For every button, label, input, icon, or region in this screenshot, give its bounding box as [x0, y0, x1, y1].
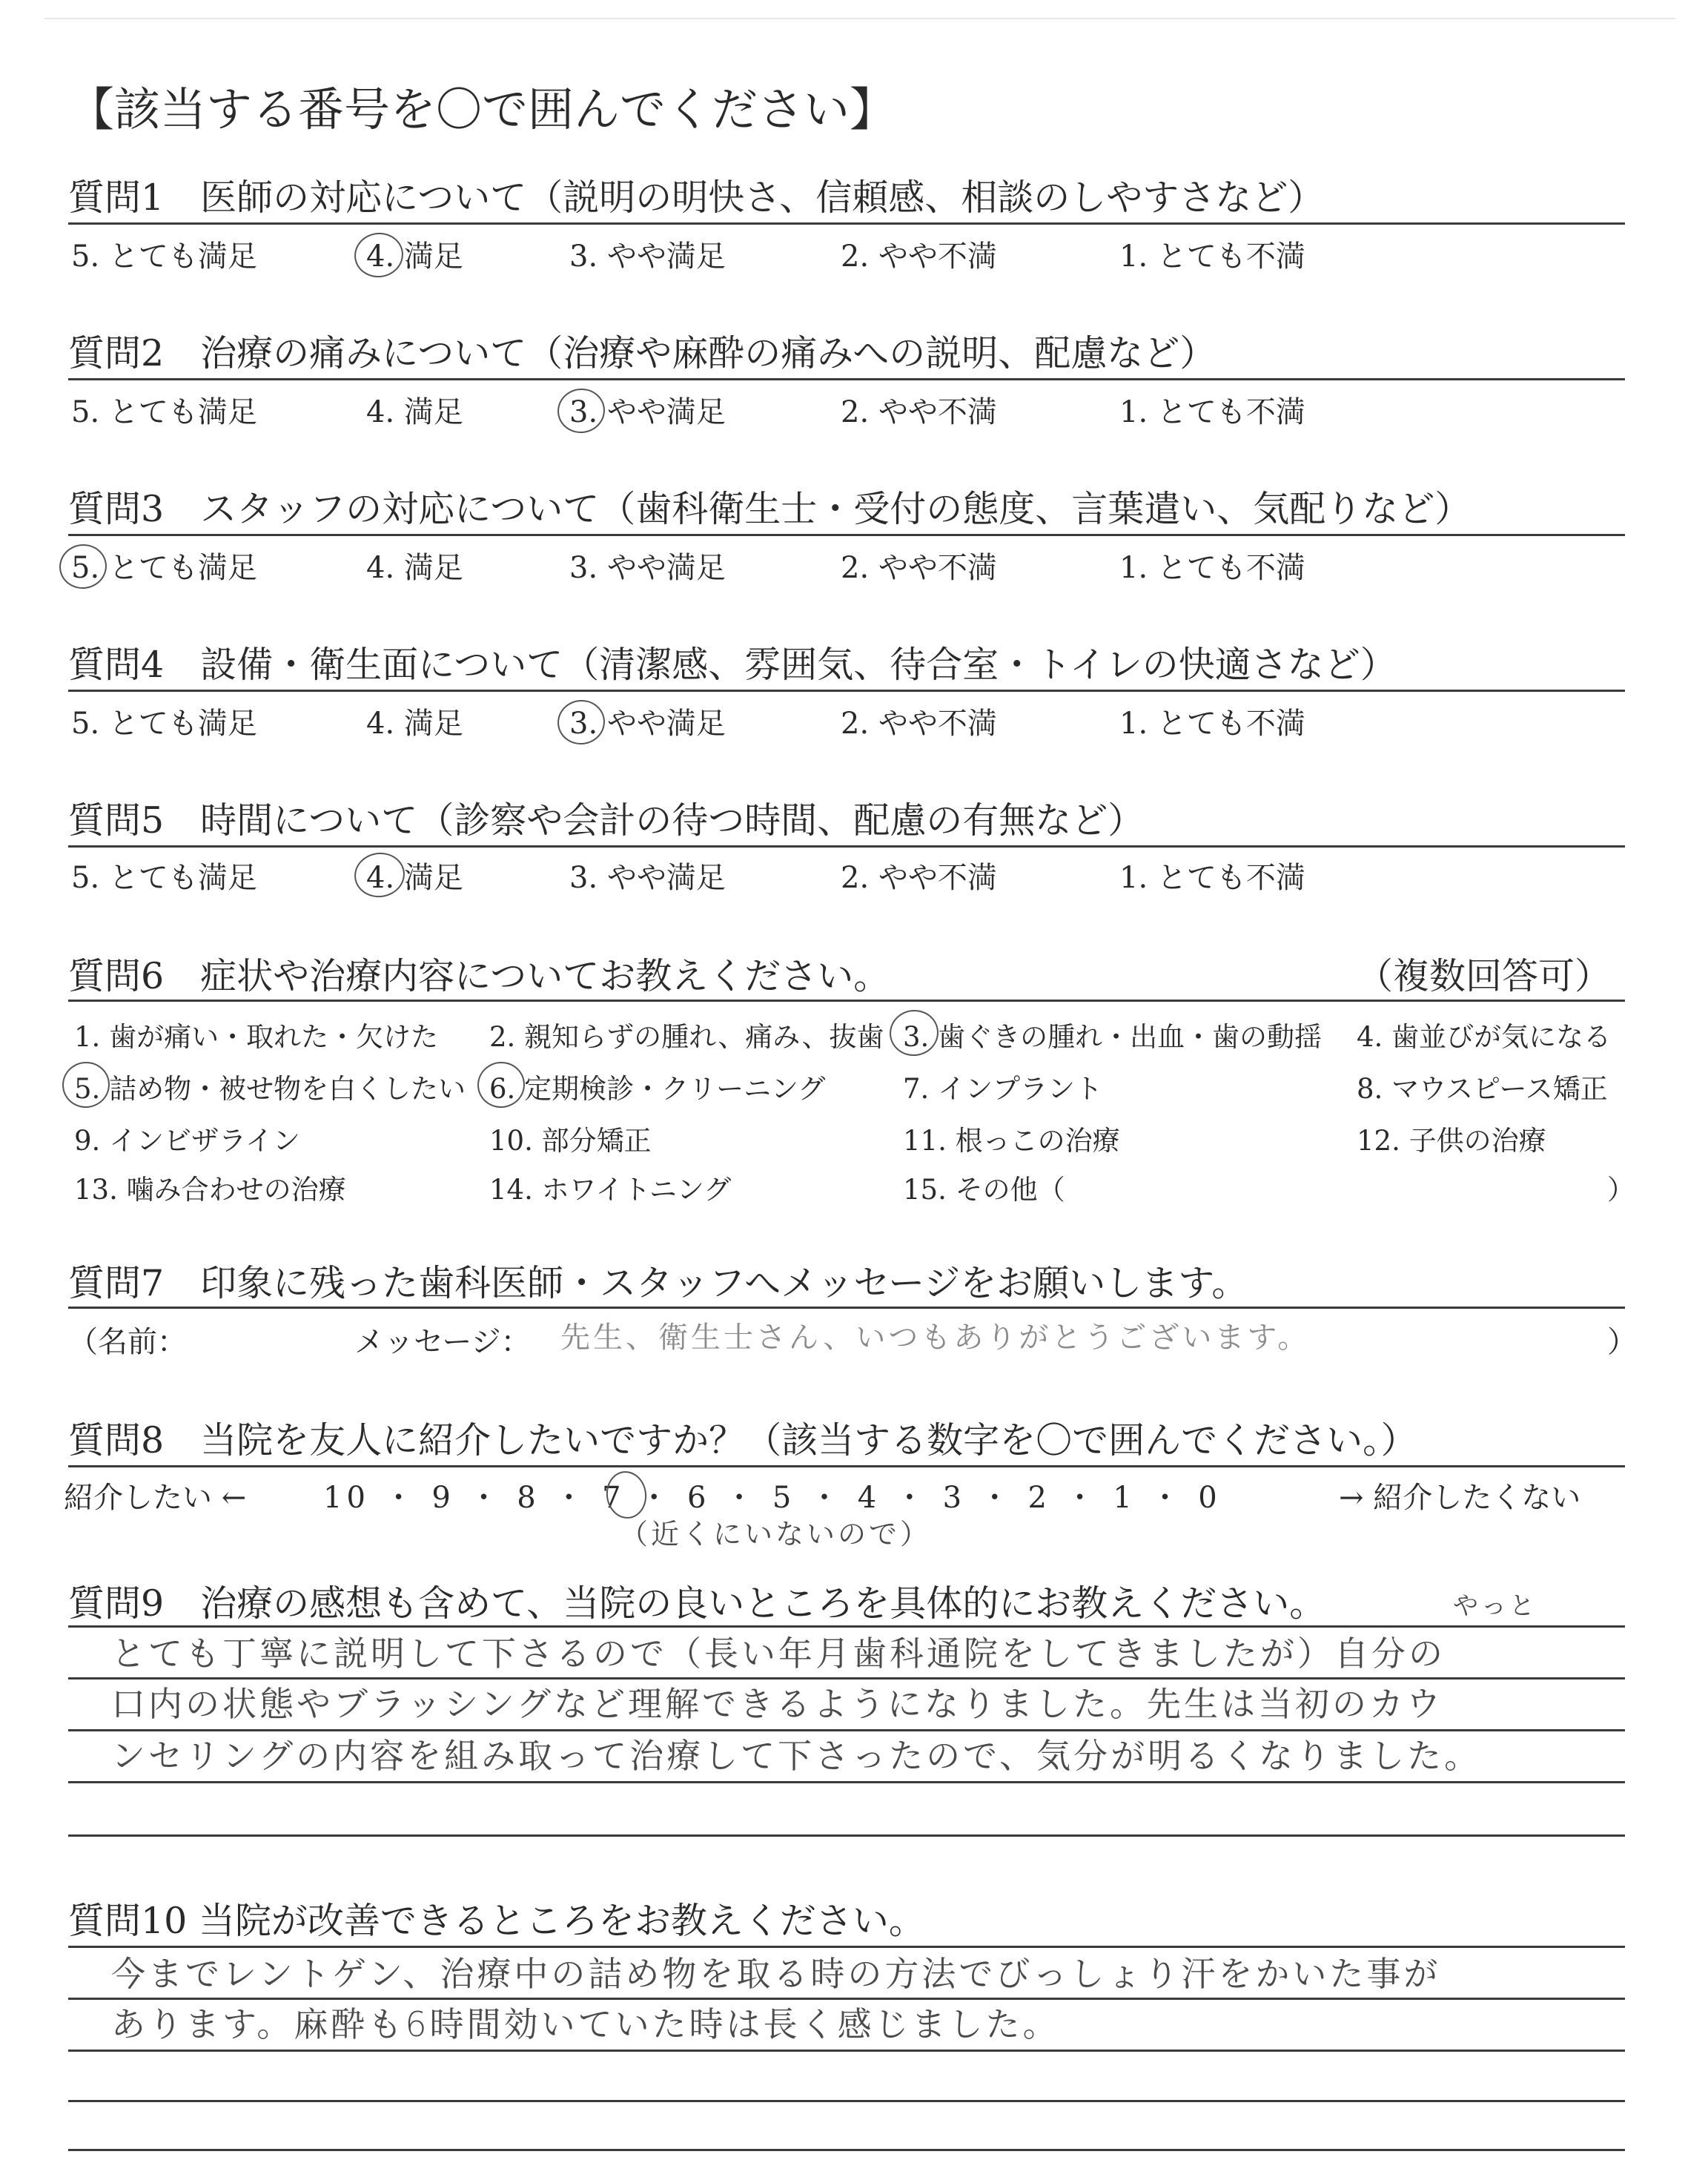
q8-handwritten-note[interactable]: （近くにいないので） [620, 1518, 932, 1550]
q8-scale[interactable]: 10 ・ 9 ・ 8 ・ 7 ・ 6 ・ 5 ・ 4 ・ 3 ・ 2 ・ 1 ・ 0 [323, 1481, 1222, 1515]
q6-item-1[interactable]: 1. 歯が痛い・取れた・欠けた [74, 1021, 439, 1053]
q6-item-14[interactable]: 14. ホワイトニング [489, 1174, 732, 1206]
q6-rule [68, 1000, 1625, 1002]
q5-option-5[interactable]: 5. とても満足 [71, 861, 257, 895]
q1-option-2[interactable]: 2. やや不満 [841, 240, 997, 274]
q9-rule-3 [68, 1781, 1625, 1783]
q6-item-11[interactable]: 11. 根っこの治療 [903, 1125, 1120, 1157]
q4-rule [68, 690, 1625, 692]
q1-option-1[interactable]: 1. とても不満 [1119, 240, 1305, 274]
q6-item-4[interactable]: 4. 歯並びが気になる [1357, 1021, 1612, 1053]
q6-item-5[interactable]: 5. 詰め物・被せ物を白くしたい [74, 1073, 466, 1105]
q3-option-2[interactable]: 2. やや不満 [841, 551, 997, 585]
q6-item-2[interactable]: 2. 親知らずの腫れ、痛み、抜歯 [489, 1021, 884, 1053]
q10-rule-4 [68, 2149, 1625, 2151]
q9-answer-line-3[interactable]: ンセリングの内容を組み取って治療して下さったので、気分が明るくなりました。 [111, 1736, 1482, 1776]
q4-option-3[interactable]: 3. やや満足 [569, 707, 726, 741]
q8-right-label: → 紹介したくない [1339, 1481, 1581, 1515]
q6-item-10[interactable]: 10. 部分矯正 [489, 1125, 652, 1157]
q2-option-1[interactable]: 1. とても不満 [1119, 395, 1305, 429]
q10-title: 質問10 当院が改善できるところをお教えください。 [68, 1900, 925, 1942]
q7-close-paren: ） [1607, 1325, 1637, 1359]
q6-item-15-other[interactable]: 15. その他（ [903, 1174, 1065, 1206]
q6-item-8[interactable]: 8. マウスピース矯正 [1357, 1073, 1608, 1105]
q6-item-9[interactable]: 9. インビザライン [74, 1125, 300, 1157]
q1-option-5[interactable]: 5. とても満足 [71, 240, 257, 274]
q7-name-label: （名前： [68, 1325, 187, 1359]
q9-answer-line-1[interactable]: とても丁寧に説明して下さるので（長い年月歯科通院をしてきましたが）自分の [111, 1634, 1446, 1674]
q4-title: 質問4 設備・衛生面について（清潔感、雰囲気、待合室・トイレの快適さなど） [68, 644, 1397, 686]
q8-left-label: 紹介したい ← [64, 1481, 247, 1515]
q2-option-3[interactable]: 3. やや満足 [569, 395, 726, 429]
q1-option-3[interactable]: 3. やや満足 [569, 240, 726, 274]
q3-option-5[interactable]: 5. とても満足 [71, 551, 257, 585]
q10-answer-line-2[interactable]: あります。麻酔も6時間効いていた時は長く感じました。 [111, 2004, 1060, 2044]
q6-other-close-paren: ） [1607, 1174, 1635, 1206]
q3-title: 質問3 スタッフの対応について（歯科衛生士・受付の態度、言葉遣い、気配りなど） [68, 488, 1472, 530]
q5-option-1[interactable]: 1. とても不満 [1119, 861, 1305, 895]
q9-answer-line-2[interactable]: 口内の状態やブラッシングなど理解できるようになりました。先生は当初のカウ [111, 1684, 1444, 1724]
q2-option-5[interactable]: 5. とても満足 [71, 395, 257, 429]
q6-item-13[interactable]: 13. 噛み合わせの治療 [74, 1174, 346, 1206]
q2-option-2[interactable]: 2. やや不満 [841, 395, 997, 429]
q5-option-2[interactable]: 2. やや不満 [841, 861, 997, 895]
q9-rule-4 [68, 1834, 1625, 1837]
q3-option-1[interactable]: 1. とても不満 [1119, 551, 1305, 585]
q9-handwritten-insert: やっと [1453, 1591, 1537, 1621]
q5-option-3[interactable]: 3. やや満足 [569, 861, 726, 895]
q5-rule [68, 845, 1625, 848]
q6-title: 質問6 症状や治療内容についてお教えください。 [68, 955, 890, 997]
q4-option-1[interactable]: 1. とても不満 [1119, 707, 1305, 741]
q7-message-handwritten[interactable]: 先生、衛生士さん、いつもありがとうございます。 [560, 1321, 1311, 1355]
q1-option-4[interactable]: 4. 満足 [366, 240, 463, 274]
q2-title: 質問2 治療の痛みについて（治療や麻酔の痛みへの説明、配慮など） [68, 332, 1217, 374]
q6-multi-answer-note: （複数回答可） [1357, 955, 1612, 997]
q7-title: 質問7 印象に残った歯科医師・スタッフへメッセージをお願いします。 [68, 1262, 1248, 1304]
q7-message-label: メッセージ： [354, 1325, 531, 1359]
q10-rule-3 [68, 2100, 1625, 2102]
q6-item-3[interactable]: 3. 歯ぐきの腫れ・出血・歯の動揺 [903, 1021, 1323, 1053]
scan-edge-line [44, 18, 1675, 19]
instruction-heading: 【該当する番号を〇で囲んでください】 [68, 82, 896, 136]
q10-rule-2 [68, 2050, 1625, 2052]
q6-item-12[interactable]: 12. 子供の治療 [1357, 1125, 1546, 1157]
q3-rule [68, 534, 1625, 536]
q8-title: 質問8 当院を友人に紹介したいですか？（該当する数字を〇で囲んでください。） [68, 1419, 1417, 1462]
q5-title: 質問5 時間について（診察や会計の待つ時間、配慮の有無など） [68, 799, 1145, 842]
q6-item-6[interactable]: 6. 定期検診・クリーニング [489, 1073, 826, 1105]
q4-option-5[interactable]: 5. とても満足 [71, 707, 257, 741]
q6-item-7[interactable]: 7. インプラント [903, 1073, 1103, 1105]
q5-option-4[interactable]: 4. 満足 [366, 861, 463, 895]
q10-answer-line-1[interactable]: 今までレントゲン、治療中の詰め物を取る時の方法でびっしょり汗をかいた事が [111, 1954, 1441, 1994]
q8-rule [68, 1465, 1625, 1467]
q1-rule [68, 222, 1625, 225]
q3-option-3[interactable]: 3. やや満足 [569, 551, 726, 585]
q2-rule [68, 378, 1625, 380]
q1-title: 質問1 医師の対応について（説明の明快さ、信頼感、相談のしやすさなど） [68, 176, 1325, 219]
q4-option-2[interactable]: 2. やや不満 [841, 707, 997, 741]
q3-option-4[interactable]: 4. 満足 [366, 551, 463, 585]
q2-option-4[interactable]: 4. 満足 [366, 395, 463, 429]
q9-title: 質問9 治療の感想も含めて、当院の良いところを具体的にお教えください。 [68, 1582, 1326, 1625]
q7-rule [68, 1307, 1625, 1309]
q4-option-4[interactable]: 4. 満足 [366, 707, 463, 741]
